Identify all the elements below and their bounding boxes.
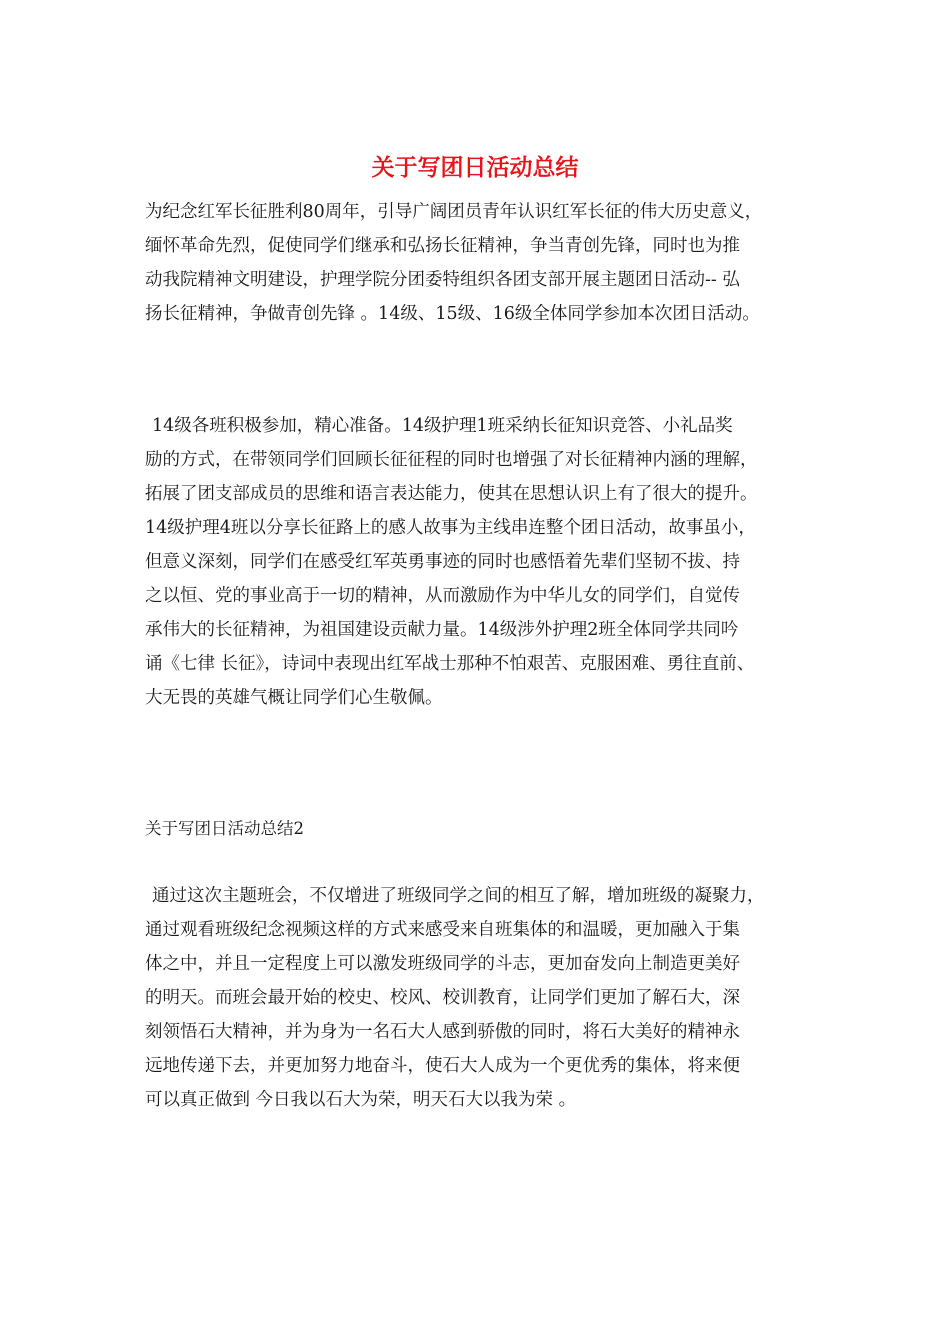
paragraph-2-line: 诵《七律 长征》，诗词中表现出红军战士那种不怕艰苦、克服困难、勇往直前、: [145, 654, 755, 674]
paragraph-2-line: 励的方式，在带领同学们回顾长征征程的同时也增强了对长征精神内涵的理解，: [145, 450, 758, 470]
section-heading: 关于写团日活动总结2: [145, 819, 304, 838]
paragraph-3-line: 通过这次主题班会，不仅增进了班级同学之间的相互了解，增加班级的凝聚力，: [152, 886, 765, 906]
paragraph-2-line: 大无畏的英雄气概让同学们心生敬佩。: [145, 688, 443, 708]
paragraph-2-line: 拓展了团支部成员的思维和语言表达能力，使其在思想认识上有了很大的提升。: [145, 484, 758, 504]
paragraph-2-line: 14级各班积极参加，精心准备。14级护理1班采纳长征知识竞答、小礼品奖: [152, 416, 733, 436]
paragraph-3-line: 通过观看班级纪念视频这样的方式来感受来自班集体的和温暖，更加融入于集: [145, 920, 740, 940]
document-title: 关于写团日活动总结: [371, 154, 579, 181]
paragraph-2-line: 14级护理4班以分享长征路上的感人故事为主线串连整个团日活动，故事虽小，: [145, 518, 756, 538]
paragraph-1-line: 缅怀革命先烈，促使同学们继承和弘扬长征精神，争当青创先锋，同时也为推: [145, 236, 740, 256]
paragraph-2-line: 但意义深刻，同学们在感受红军英勇事迹的同时也感悟着先辈们坚韧不拔、持: [145, 552, 740, 572]
paragraph-1-line: 扬长征精神，争做青创先锋 。14级、15级、16级全体同学参加本次团日活动。: [145, 304, 760, 324]
paragraph-1-line: 动我院精神文明建设，护理学院分团委特组织各团支部开展主题团日活动-- 弘: [145, 270, 740, 290]
paragraph-3-line: 可以真正做到 今日我以石大为荣，明天石大以我为荣 。: [145, 1090, 577, 1110]
paragraph-2-line: 之以恒、党的事业高于一切的精神，从而激励作为中华儿女的同学们，自觉传: [145, 586, 740, 606]
paragraph-3-line: 的明天。而班会最开始的校史、校风、校训教育，让同学们更加了解石大，深: [145, 988, 740, 1008]
paragraph-2-line: 承伟大的长征精神，为祖国建设贡献力量。14级涉外护理2班全体同学共同吟: [145, 620, 739, 640]
paragraph-3-line: 远地传递下去，并更加努力地奋斗，使石大人成为一个更优秀的集体，将来便: [145, 1056, 740, 1076]
paragraph-1-line: 为纪念红军长征胜利80周年，引导广阔团员青年认识红军长征的伟大历史意义，: [145, 202, 763, 222]
paragraph-3-line: 刻领悟石大精神，并为身为一名石大人感到骄傲的同时，将石大美好的精神永: [145, 1022, 740, 1042]
paragraph-3-line: 体之中，并且一定程度上可以激发班级同学的斗志，更加奋发向上制造更美好: [145, 954, 740, 974]
